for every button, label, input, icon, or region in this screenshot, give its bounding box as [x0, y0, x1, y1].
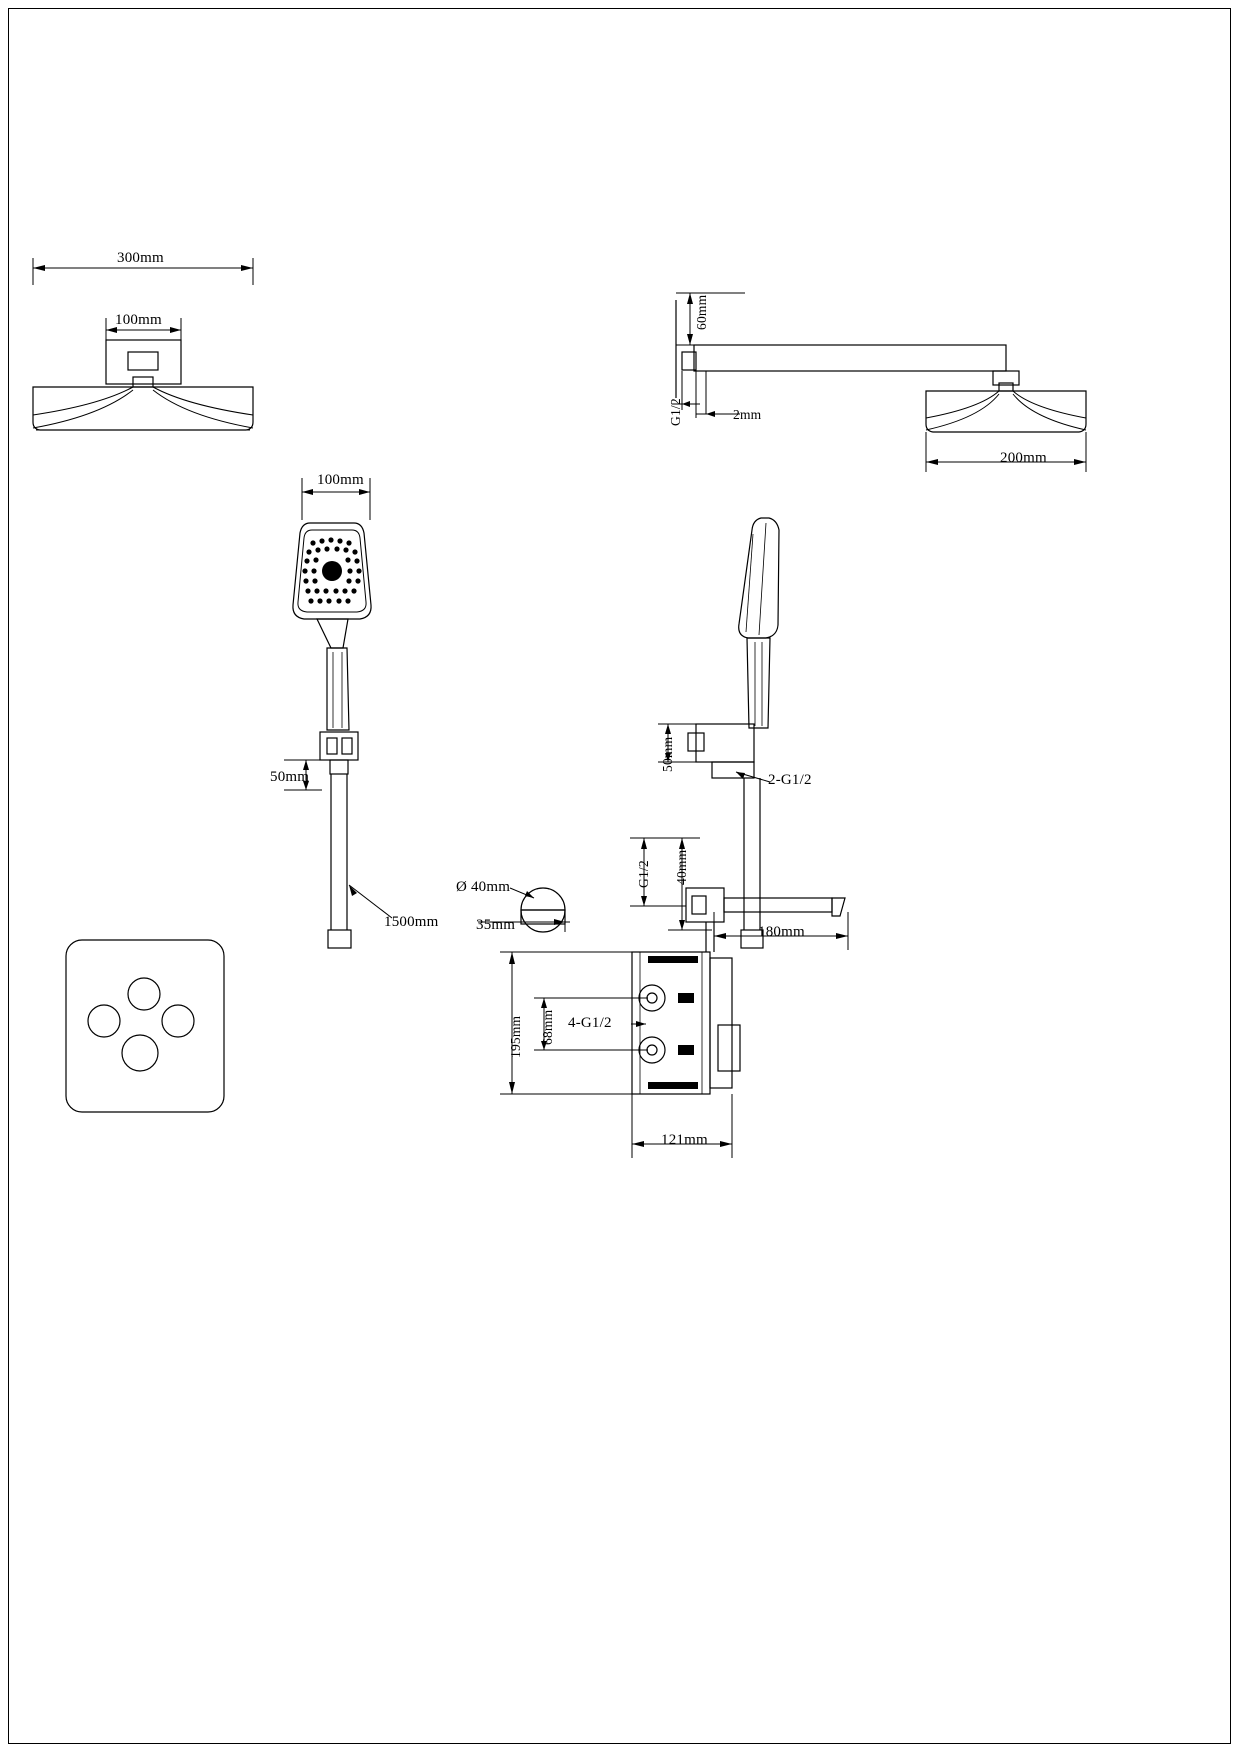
label-60mm: 60mm [694, 294, 709, 330]
label-50mm-bracket: 50mm [660, 736, 675, 772]
label-300mm: 300mm [117, 250, 164, 266]
label-195mm: 195mm [508, 1015, 523, 1058]
label-1500mm: 1500mm [384, 914, 439, 930]
label-50mm-holder: 50mm [270, 769, 310, 785]
label-100mm-inlet: 100mm [115, 312, 162, 328]
button-left [88, 1005, 120, 1037]
label-35mm: 35mm [476, 917, 516, 933]
label-180mm: 180mm [758, 924, 805, 940]
label-g12-spout: G1/2 [636, 860, 651, 888]
label-200mm: 200mm [1000, 450, 1047, 466]
label-121mm: 121mm [661, 1132, 708, 1148]
label-40mm: 40mm [674, 849, 689, 885]
label-100mm-hand: 100mm [317, 472, 364, 488]
label-2mm: 2mm [733, 407, 762, 422]
label-dia-40mm: Ø 40mm [456, 879, 511, 895]
label-g12-arm: G1/2 [668, 398, 683, 426]
label-4-g12: 4-G1/2 [568, 1015, 612, 1031]
button-top [128, 978, 160, 1010]
label-68mm: 68mm [540, 1009, 555, 1045]
label-2-g12: 2-G1/2 [768, 772, 812, 788]
button-bottom [122, 1035, 158, 1071]
button-right [162, 1005, 194, 1037]
